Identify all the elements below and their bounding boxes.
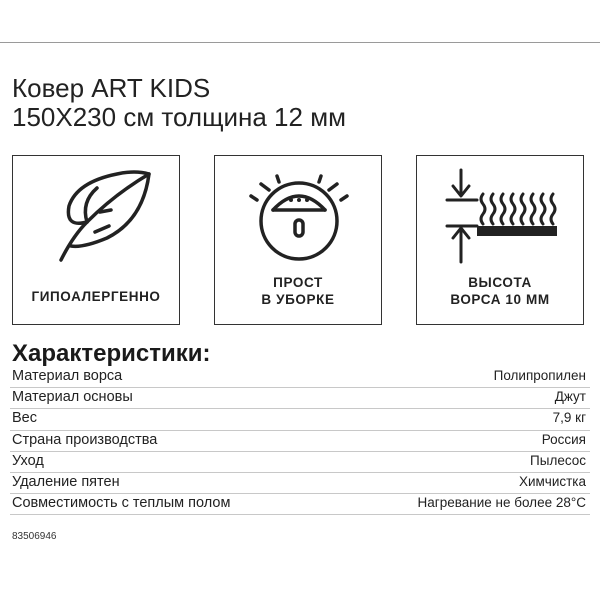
feature-card-pile-height: [416, 155, 584, 325]
feature-card-hypoallergenic: [12, 155, 180, 325]
specs-table: [10, 367, 590, 515]
spec-value: 7,9 кг: [552, 410, 586, 426]
spec-value: Нагревание не более 28°C: [417, 495, 586, 511]
spec-row: [10, 388, 590, 409]
spec-key: Страна производства: [12, 431, 158, 448]
spec-row: [10, 452, 590, 473]
feature-label: ГИПОАЛЕРГЕННО: [31, 289, 161, 304]
spec-key: Материал основы: [12, 389, 133, 406]
product-title-line1: Ковер ART KIDS: [12, 73, 211, 103]
product-title: [12, 74, 346, 132]
feature-label: ВЫСОТА ВОРСА 10 ММ: [450, 275, 550, 307]
spec-value: Джут: [554, 389, 586, 405]
spec-key: Совместимость с теплым полом: [12, 495, 231, 512]
spec-key: Материал ворса: [12, 368, 123, 384]
spec-key: Вес: [12, 410, 37, 427]
spec-value: Полипропилен: [493, 368, 586, 383]
spec-row: [10, 494, 590, 515]
spec-value: Пылесос: [530, 452, 586, 468]
specs-heading: Характеристики:: [12, 340, 211, 367]
spec-row: [10, 409, 590, 430]
top-divider: [0, 42, 600, 43]
robot-vacuum-icon: [239, 166, 359, 266]
spec-row: [10, 431, 590, 452]
spec-key: Удаление пятен: [12, 473, 120, 490]
article-number: 83506946: [12, 531, 57, 542]
product-title-line2: 150X230 см толщина 12 мм: [12, 102, 346, 132]
spec-value: Россия: [541, 431, 586, 447]
spec-value: Химчистка: [518, 473, 586, 489]
feature-card-easy-clean: [214, 155, 382, 325]
spec-key: Уход: [12, 452, 44, 469]
spec-row: [10, 473, 590, 494]
feature-label: ПРОСТ В УБОРКЕ: [261, 275, 335, 307]
feather-icon: [37, 166, 157, 266]
spec-row: [10, 367, 590, 388]
pile-height-icon: [441, 166, 561, 266]
